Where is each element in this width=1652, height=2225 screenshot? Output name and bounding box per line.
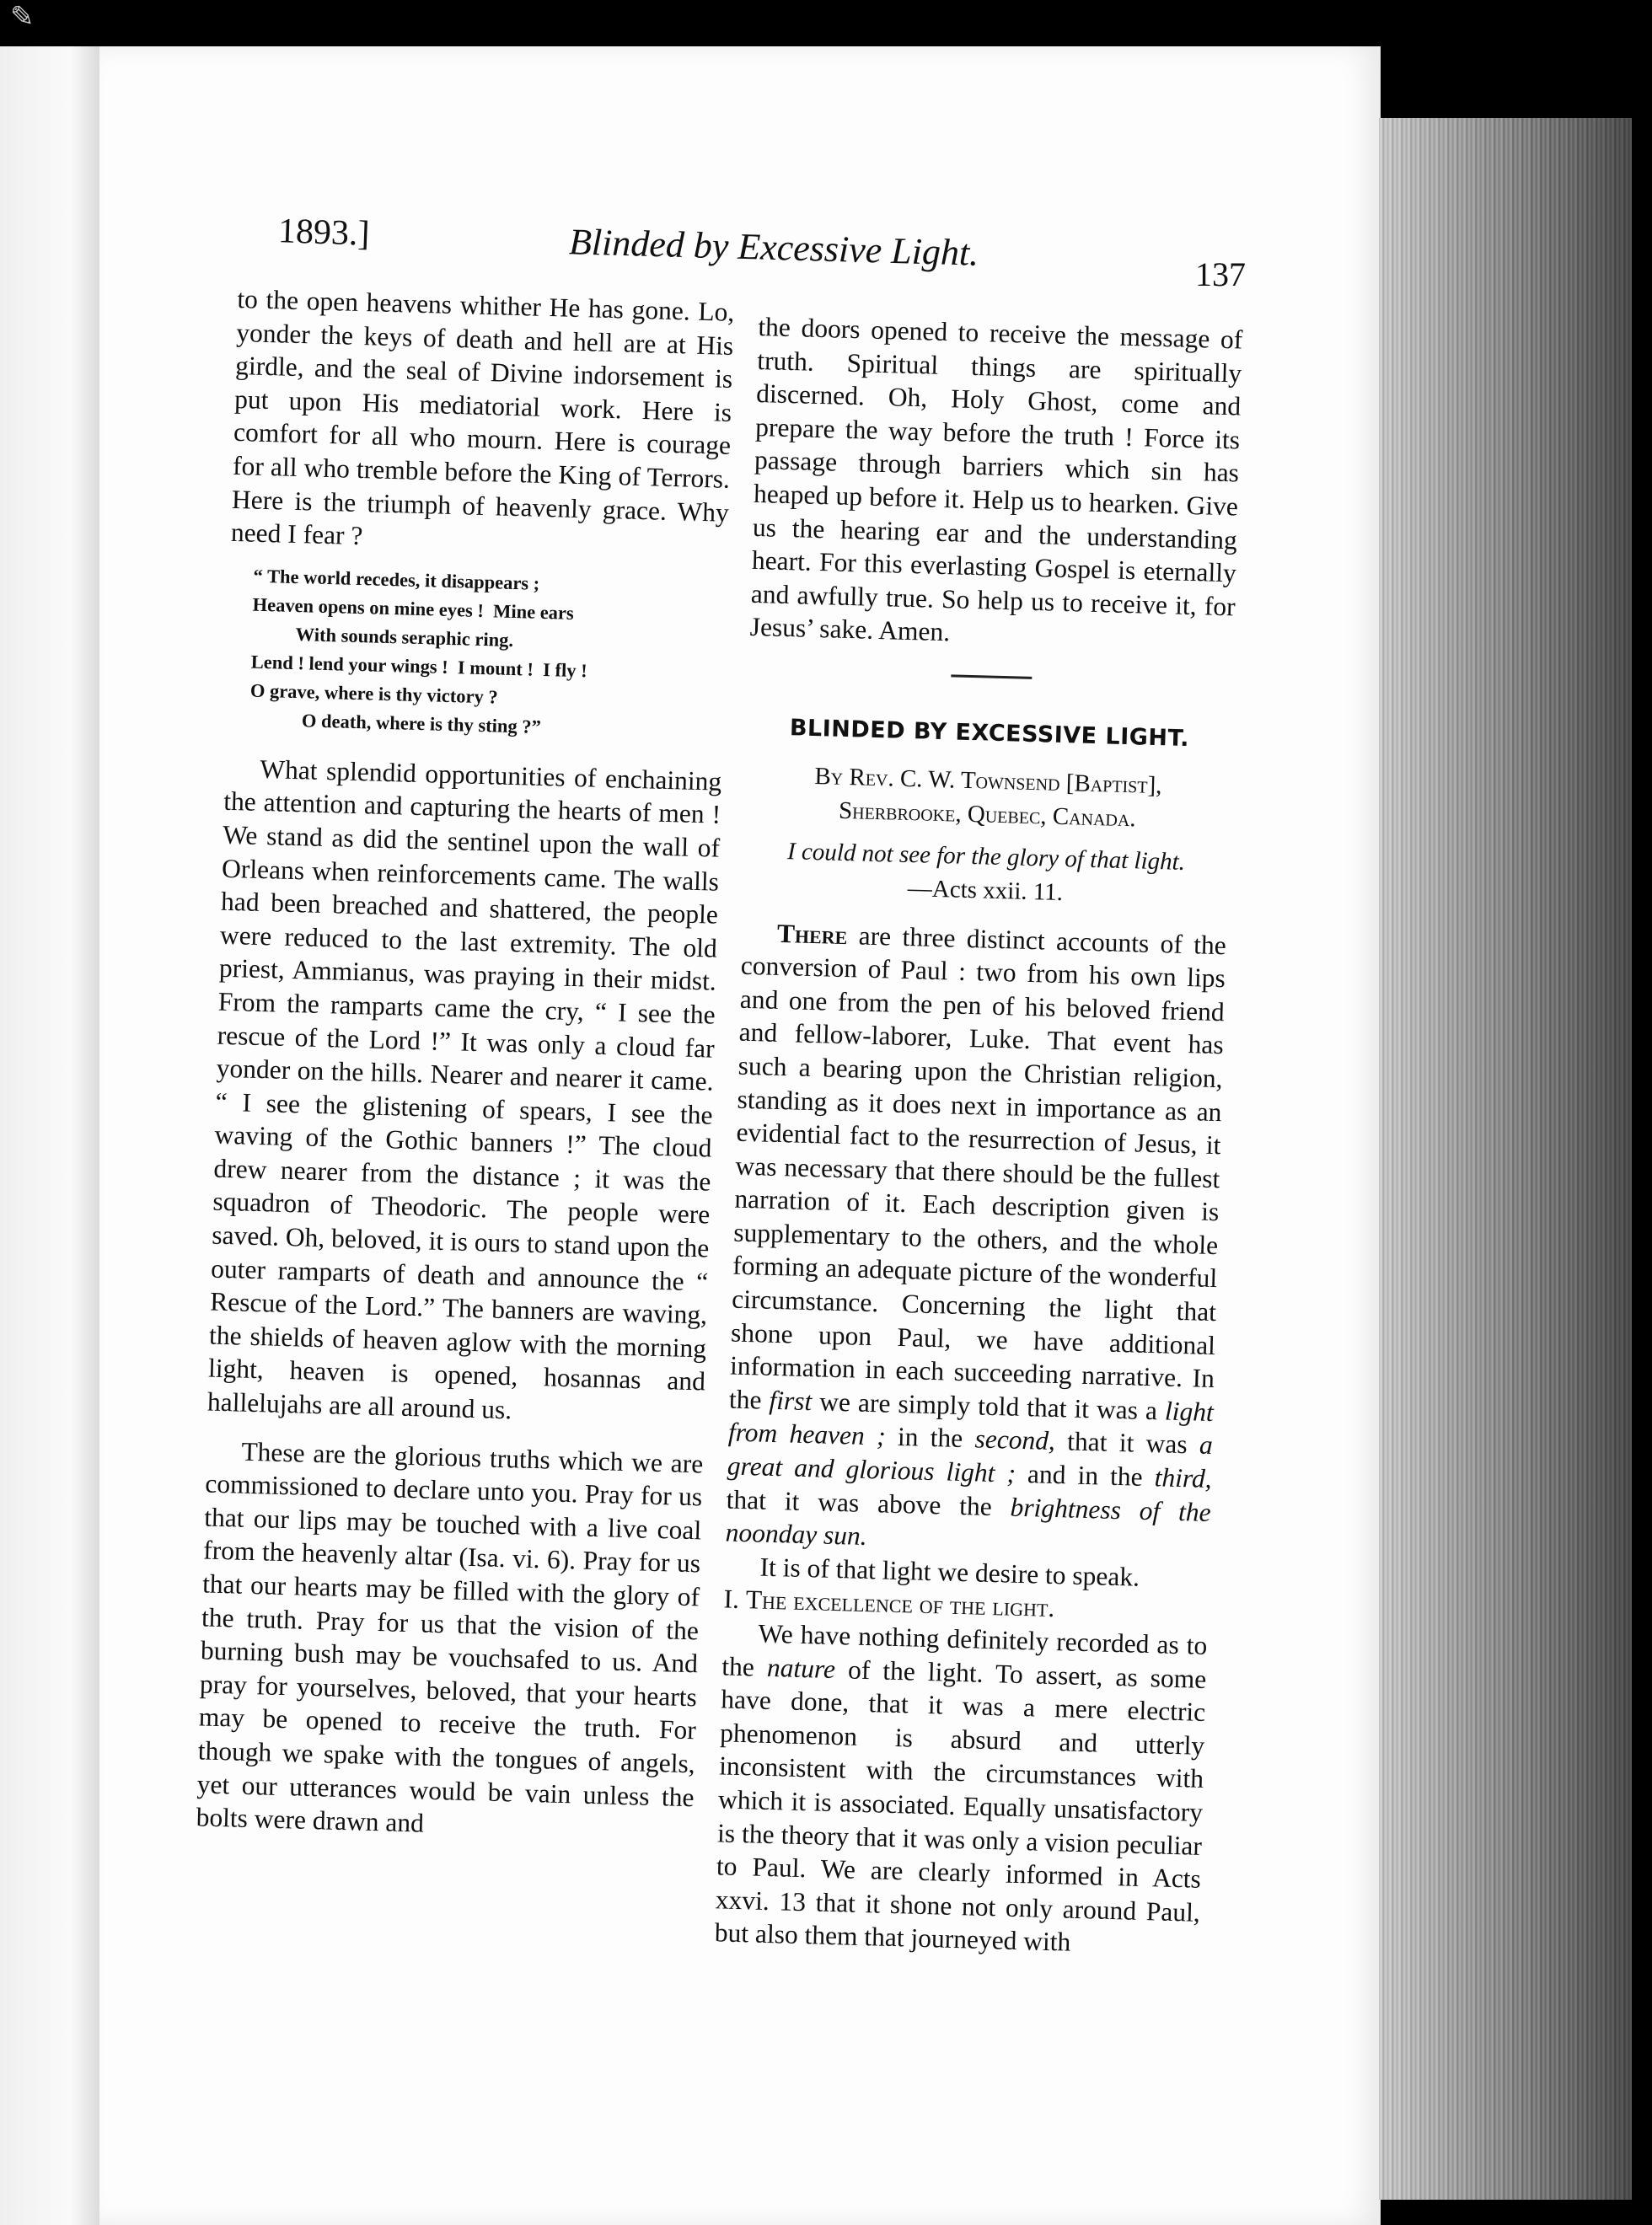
poem-line: With sounds seraphic ring.: [295, 623, 514, 651]
lead-word: There: [776, 918, 848, 950]
poem-line: Heaven opens on mine eyes ! Mine ears: [252, 593, 575, 624]
facing-page-edge: [0, 46, 101, 2225]
text-run: nature: [766, 1652, 836, 1684]
running-header-title: Blinded by Excessive Light.: [568, 221, 979, 274]
page-number: 137: [1195, 255, 1246, 293]
left-column: [196, 282, 735, 1847]
paragraph: [714, 1616, 1207, 1962]
epigraph-reference: —Acts xxii. 11.: [907, 874, 1064, 906]
text-run: of the light. To assert, as some have done, that it was a mere electric phenomenon is absurd and utterly inconsistent with the circumstances with which it is associated. Equally unsatisfactory is the theory that it was only a vision peculiar to Paul. We are clearly informed in Acts xxvi. 13 that it shone not only around Paul, but also them that journeyed with: [714, 1654, 1207, 1958]
running-header-year: 1893.]: [277, 212, 371, 254]
poem-line: “ The world recedes, it disappears ;: [253, 565, 540, 594]
poem-line: O grave, where is thy victory ?: [249, 679, 499, 708]
text-run: we are simply told that it was a: [811, 1386, 1166, 1426]
section-divider: [951, 674, 1032, 679]
right-column: [714, 310, 1242, 1963]
text-run: light from heaven ;: [727, 1396, 1215, 1451]
text-run: that it was: [1054, 1426, 1200, 1461]
text-run: third,: [1154, 1462, 1213, 1494]
text-run: second,: [974, 1423, 1056, 1456]
byline-author: By Rev. C. W. Townsend [Baptist],: [814, 762, 1162, 799]
article-title: BLINDED BY EXCESSIVE LIGHT.: [789, 715, 1190, 752]
text-run: and in the: [1015, 1458, 1156, 1493]
epigraph: [743, 833, 1229, 914]
text-run: We have nothing definitely recorded as to the: [721, 1618, 1208, 1682]
text-run: in the: [885, 1422, 976, 1454]
book-page-edges: [1379, 118, 1632, 2200]
paragraph: to the open heavens whither He has gone. Lo, yonder the keys of death and hell are at His girdle, and the seal of Divine indorsement is put upon His mediatorial work. Here is comfort for all who mourn. Here is courage for all who tremble before the King of Terrors. Here is the triumph of heavenly grace. Why need I fear ?: [230, 283, 735, 551]
poem-line: Lend ! lend your wings ! I mount ! I fly !: [250, 651, 588, 682]
text-run: that it was above the: [726, 1484, 1011, 1522]
paragraph: the doors opened to receive the message of truth. Spiritual things are spiritually discerned. Oh, Holy Ghost, come and prepare the way before the truth ! Force its passage through barriers which sin has heaped up before it. Help us to hearken. Give us the hearing ear and the understanding heart. For this everlasting Gospel is eternally and awfully true. So help us to receive it, for Jesus’ sake. Amen.: [749, 311, 1243, 647]
paragraph: It is of that light we desire to speak.: [759, 1552, 1140, 1592]
epigraph-quote: I could not see for the glory of that light.: [786, 837, 1186, 876]
text-run: brightness of the noonday sun.: [725, 1492, 1212, 1552]
text-run: are three distinct accounts of the conversion of Paul : two from his own lips and one from the pen of his beloved friend and fellow-laborer, Luke. That event has such a bearing upon the Christian religion, standing as it does next in importance as an evidential fact to the resurrection of Jesus, it was necessary that there should be the fullest narration of it. Each description given is supplementary to the others, and the whole forming an adequate picture of the wonderful circumstance. Concerning the light that shone upon Paul, we have additional information in each succeeding narrative. In the: [728, 919, 1227, 1415]
section-title: The excellence of the light.: [745, 1584, 1055, 1623]
paragraph: These are the glorious truths which we are commissioned to declare unto you. Pray for us that our lips may be touched with a live coal from the heavenly altar (Isa. vi. 6). Pray for us that our hearts may be filled with the glory of the truth. Pray for us that the vision of the burning bush may be vouchsafed to us. And pray for yourselves, beloved, that your hearts may be opened to receive the truth. For though we spake with the tongues of angels, yet our utterances would be vain unless the bolts were drawn and: [196, 1436, 704, 1838]
scan-mark: ✎: [10, 2, 35, 33]
paragraph: [725, 915, 1226, 1563]
section-number: I.: [723, 1584, 747, 1615]
text-run: a great and glorious light ;: [727, 1430, 1214, 1488]
poem-line: O death, where is thy sting ?”: [301, 709, 542, 737]
hymn-quotation: [234, 561, 727, 747]
paragraph: What splendid opportunities of enchaining the attention and capturing the hearts of men ! We stand as did the sentinel upon the wall of Orleans when reinforcements came. The walls had been breached and shattered, the people were reduced to the last extremity. The old priest, Ammianus, was praying in their midst. From the ramparts came the cry, “ I see the rescue of the Lord !” It was only a cloud far yonder on the hills. Nearer and nearer it came. “ I see the glistening of spears, I see the waving of the Gothic banners !” The cloud drew nearer from the distance ; it was the squadron of Theodoric. The people were saved. Oh, beloved, it is ours to stand upon the outer ramparts of death and announce the “ Rescue of the Lord.” The banners are waving, the shields of heaven aglow with the morning light, heaven is opened, hosannas and hallelujahs are all around us.: [206, 753, 722, 1425]
text-run: first: [769, 1385, 813, 1417]
byline-location: Sherbrooke, Quebec, Canada.: [838, 796, 1137, 832]
